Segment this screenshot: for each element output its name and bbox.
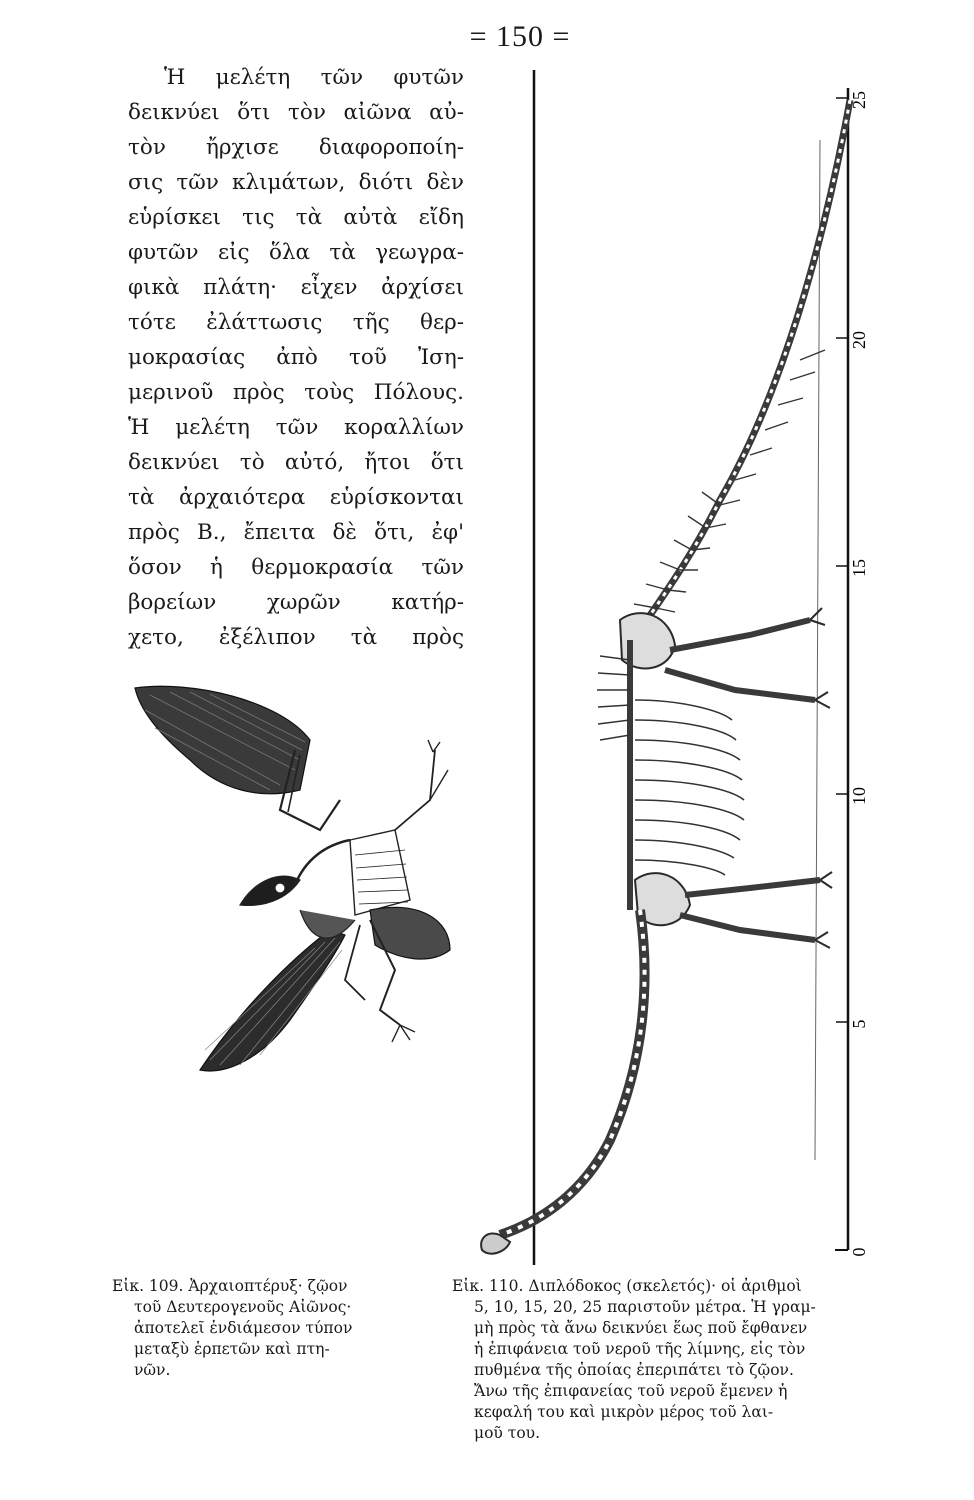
text-line: πρὸς Β., ἔπειτα δὲ ὅτι, ἐφ' [128, 520, 464, 545]
caption-line: 5, 10, 15, 20, 25 παριστοῦν μέτρα. Ἡ γραμ- [474, 1298, 816, 1316]
scale-label: 0 [849, 1247, 869, 1257]
diplodocus-figure [470, 60, 890, 1270]
text-line: τὰ ἀρχαιότερα εὑρίσκονται [128, 485, 464, 510]
scale-label: 25 [849, 91, 869, 109]
text-line: φικὰ πλάτη· εἶχεν ἀρχίσει [128, 275, 464, 300]
caption-line: ἡ ἐπιφάνεια τοῦ νεροῦ τῆς λίμνης, εἰς τὸν [474, 1340, 806, 1358]
text-line: τότε ἐλάττωσις τῆς θερ- [128, 310, 464, 335]
caption-line: μοῦ του. [474, 1424, 541, 1442]
caption-line: κεφαλή του καὶ μικρὸν μέρος τοῦ λαι- [474, 1403, 774, 1421]
caption-line: μεταξὺ ἑρπετῶν καὶ πτη- [134, 1340, 330, 1358]
archaeopteryx-figure [130, 680, 460, 1080]
text-line: δεικνύει ὅτι τὸν αἰῶνα αὐ- [128, 100, 464, 125]
text-line: Ἡ μελέτη τῶν φυτῶν [164, 65, 464, 90]
scale-label: 15 [849, 559, 869, 577]
text-line: μοκρασίας ἀπὸ τοῦ Ἰση- [128, 345, 464, 370]
caption-line: μὴ πρὸς τὰ ἄνω δεικνύει ἕως ποῦ ἔφθανεν [474, 1319, 808, 1337]
wing-lower [370, 907, 450, 959]
scale-label: 5 [849, 1019, 869, 1029]
measure-scale [835, 88, 848, 1250]
neck [295, 840, 350, 885]
text-line: μερινοῦ πρὸς τοὺς Πόλους. [128, 380, 464, 405]
text-line: χετο, ἐξέλιπον τὰ πρὸς [128, 625, 464, 650]
caption-line: Εἰκ. 110. Διπλόδοκος (σκελετός)· οἱ ἀριθμοὶ [452, 1277, 802, 1295]
scale-label: 10 [849, 787, 869, 805]
figure-110-caption [452, 1276, 882, 1444]
caption-line: νῶν. [134, 1361, 171, 1379]
caption-line: Ἄνω τῆς ἐπιφανείας τοῦ νεροῦ ἔμενεν ἡ [474, 1382, 788, 1400]
caption-line: τοῦ Δευτερογενοῦς Αἰῶνος· [134, 1298, 352, 1316]
skull [240, 876, 300, 905]
text-line: βορείων χωρῶν κατήρ- [128, 590, 464, 615]
claw-arm [395, 750, 435, 830]
scale-label: 20 [849, 331, 869, 349]
text-line: δεικνύει τὸ αὐτό, ἤτοι ὅτι [128, 450, 464, 475]
page-number: = 150 = [469, 20, 571, 53]
text-line: ὅσον ἡ θερμοκρασία τῶν [128, 555, 464, 580]
caption-line: πυθμένα τῆς ὁποίας ἐπεριπάτει τὸ ζῷον. [474, 1361, 794, 1379]
caption-line: ἀποτελεῖ ἐνδιάμεσον τύπον [134, 1319, 353, 1337]
body-text [128, 60, 464, 655]
text-line: Ἡ μελέτη τῶν κοραλλίων [128, 415, 464, 440]
figure-109-caption [112, 1276, 436, 1381]
text-line: φυτῶν εἰς ὅλα τὰ γεωγρα- [128, 240, 464, 265]
text-line: σις τῶν κλιμάτων, διότι δὲν [128, 170, 464, 195]
ribs [635, 700, 744, 875]
fore-leg [685, 880, 820, 895]
wing-upper [135, 686, 310, 793]
text-line: εὑρίσκει τις τὰ αὐτὰ εἴδη [128, 205, 464, 230]
hind-leg [670, 620, 810, 650]
ground-line [815, 140, 820, 1160]
text-line: τὸν ἤρχισε διαφοροποίη- [128, 135, 464, 160]
caption-line: Εἰκ. 109. Ἀρχαιοπτέρυξ· ζῷον [112, 1277, 348, 1295]
neck [500, 910, 645, 1235]
